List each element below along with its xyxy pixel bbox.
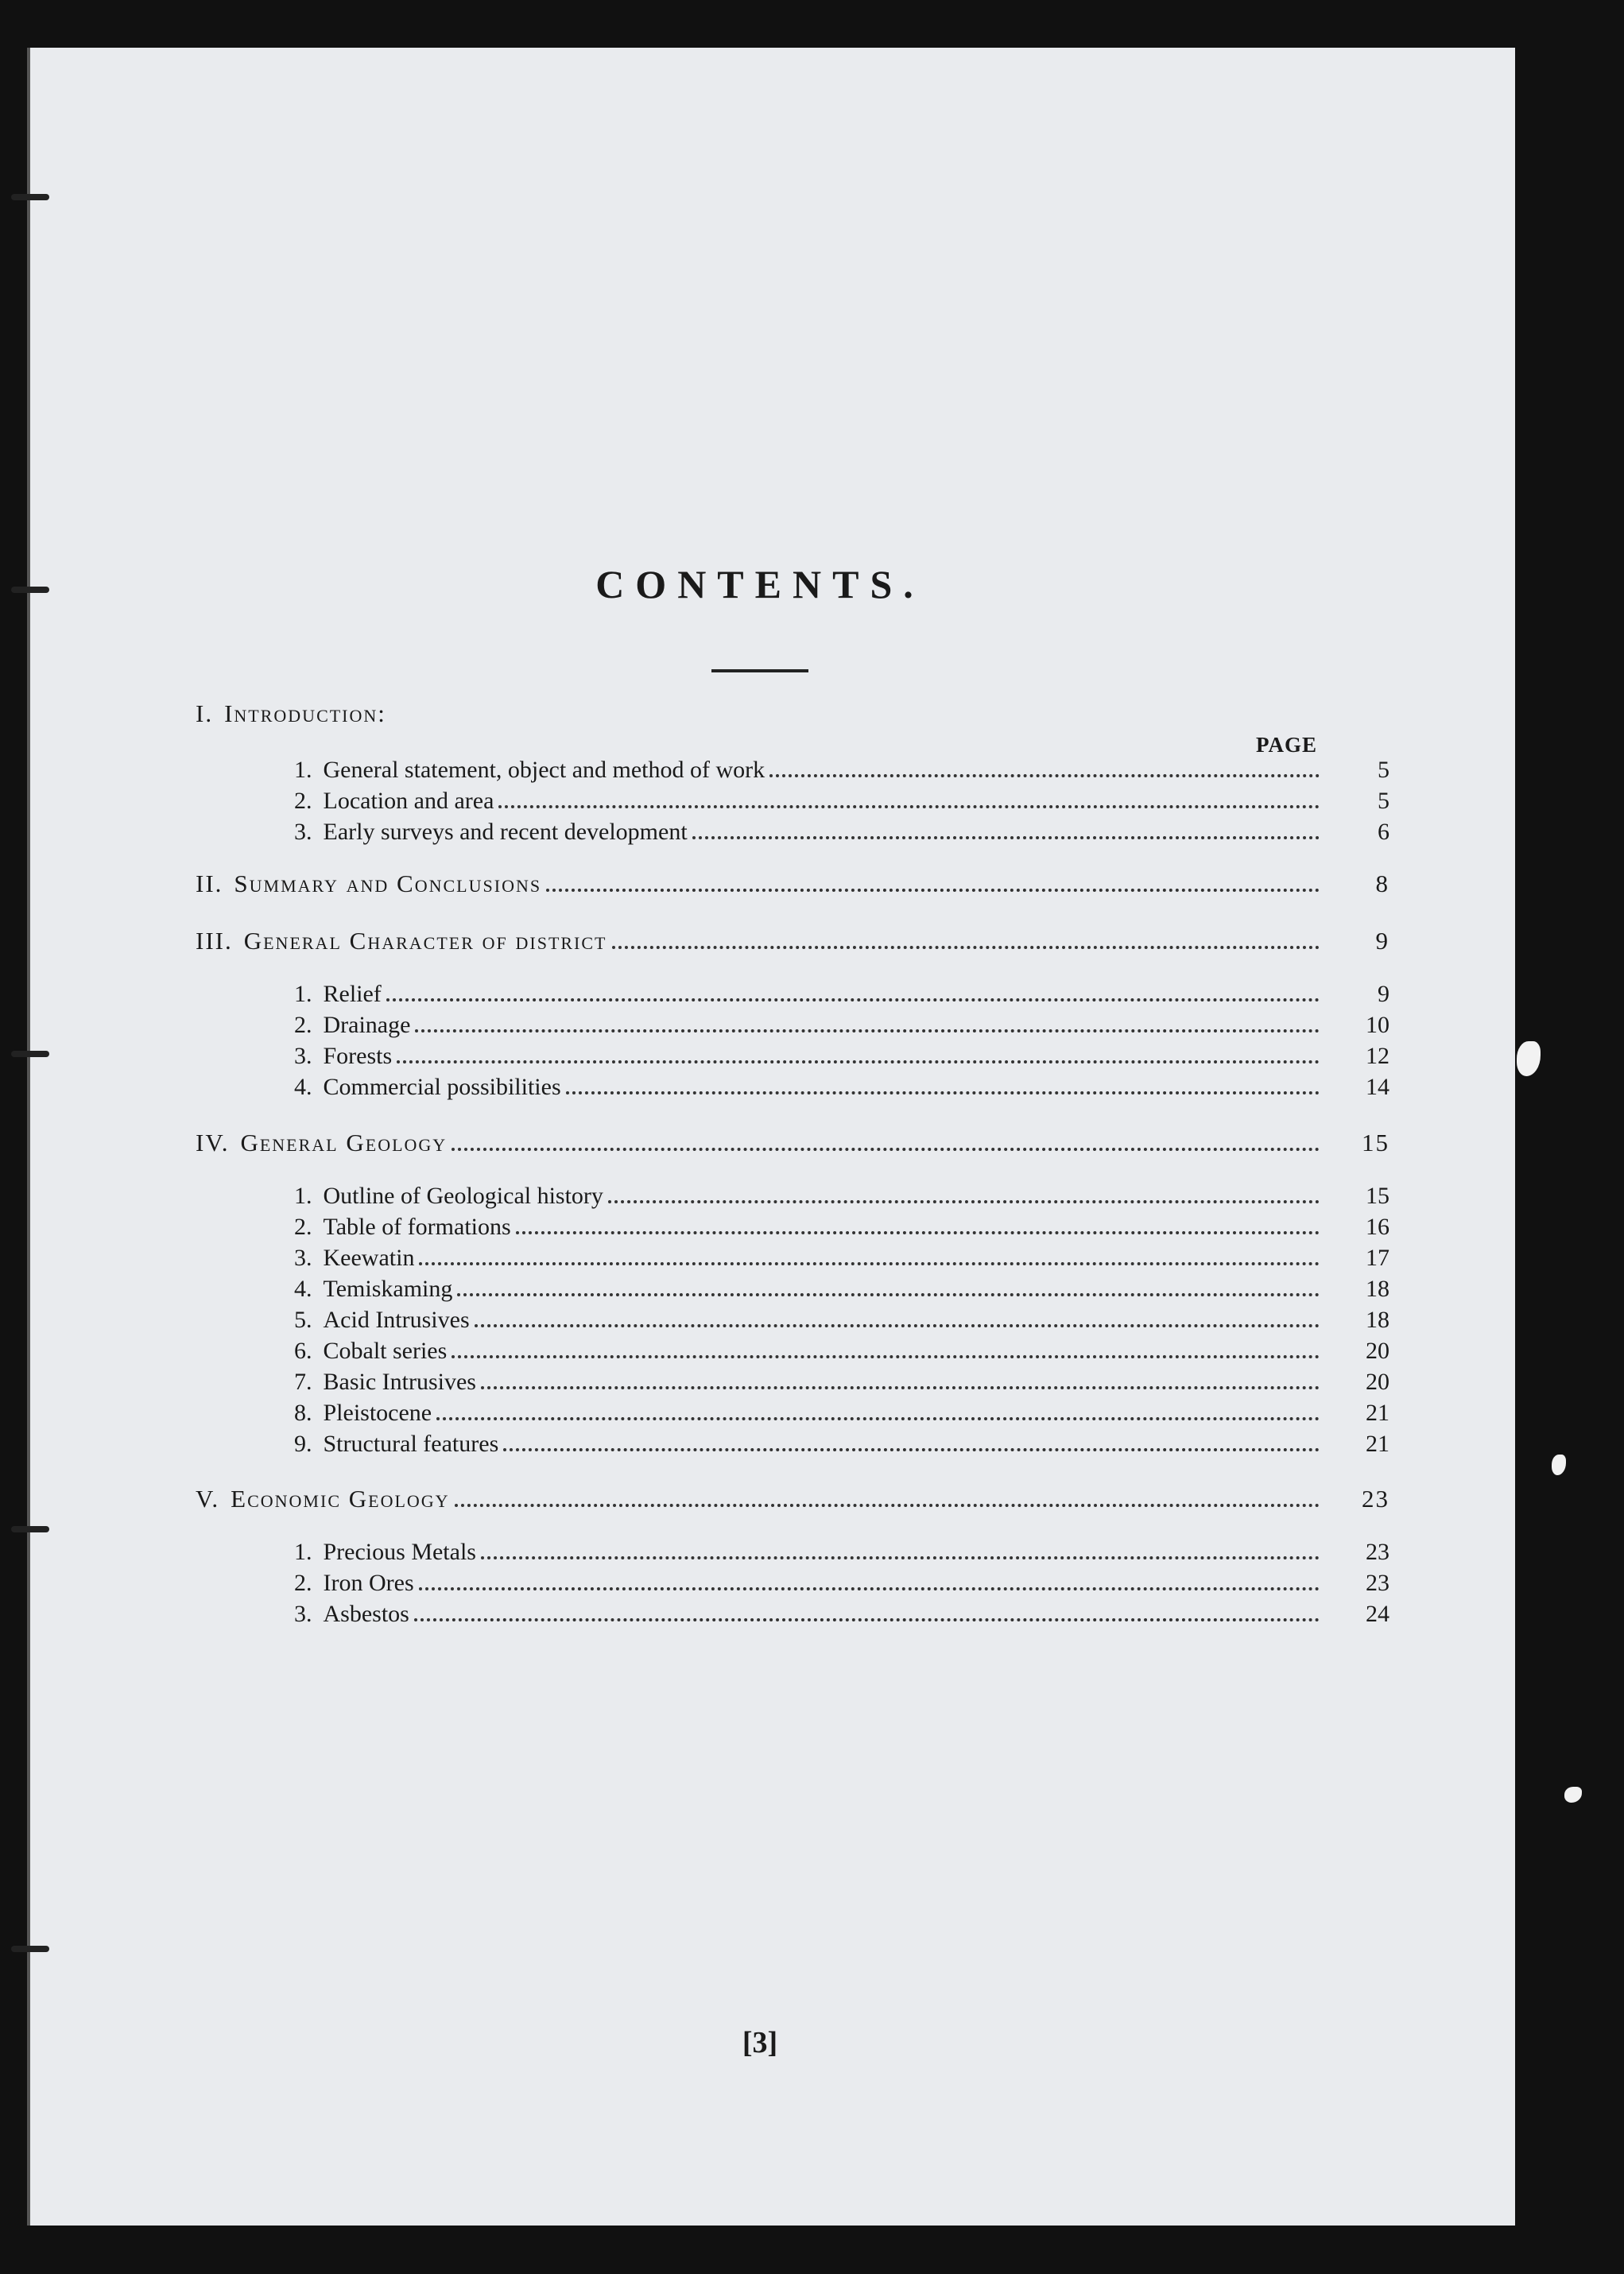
toc-entry-number: 4. — [294, 1074, 312, 1100]
toc-section — [196, 863, 1390, 898]
toc-entry — [294, 1392, 1390, 1427]
toc-entry-label: Cobalt series — [323, 1338, 448, 1364]
dot-leader — [419, 1587, 1320, 1590]
toc-entry-label: Asbestos — [323, 1601, 409, 1627]
toc-entry-label: Outline of Geological history — [323, 1183, 603, 1209]
dot-leader — [386, 998, 1320, 1001]
toc-section-number: II. — [196, 870, 223, 897]
binding-stitch — [11, 1526, 49, 1532]
toc-entry-label: Pleistocene — [323, 1400, 432, 1426]
dot-leader — [436, 1417, 1320, 1420]
toc-section-number: IV. — [196, 1129, 230, 1156]
toc-entry — [294, 1531, 1390, 1566]
toc-entry-label: Drainage — [323, 1012, 411, 1038]
toc-section-page: 8 — [1375, 870, 1390, 897]
toc-section — [196, 920, 1390, 955]
toc-entry — [294, 1593, 1390, 1628]
toc-entry — [294, 1299, 1390, 1334]
dot-leader — [498, 805, 1320, 808]
toc-entry-page: 20 — [1366, 1369, 1390, 1395]
toc-entry-label: Basic Intrusives — [323, 1369, 476, 1395]
toc-entry — [294, 1066, 1390, 1101]
toc-entry-number: 2. — [294, 1214, 312, 1240]
toc-entry — [294, 1361, 1390, 1396]
binding-stitch — [11, 194, 49, 200]
toc-section-page: 9 — [1375, 927, 1390, 955]
dot-leader — [612, 946, 1320, 949]
toc-section-page: 15 — [1362, 1129, 1390, 1156]
toc-entry-page: 23 — [1366, 1570, 1390, 1596]
dot-leader — [452, 1355, 1320, 1358]
toc-entry-page: 18 — [1366, 1276, 1390, 1302]
scan-speck — [1517, 1041, 1541, 1076]
toc-entry-number: 2. — [294, 1012, 312, 1038]
toc-entry — [294, 1175, 1390, 1210]
page-title: CONTENTS. — [595, 562, 924, 606]
toc-section-page: 23 — [1362, 1485, 1390, 1513]
toc-entry-label: Structural features — [323, 1431, 499, 1457]
toc-section-label: General Geology — [240, 1129, 448, 1156]
toc-entry-page: 21 — [1366, 1431, 1390, 1457]
dot-leader — [419, 1262, 1320, 1265]
scan-speck — [1552, 1455, 1566, 1475]
toc-entry-number: 1. — [294, 981, 312, 1007]
dot-leader — [414, 1618, 1320, 1621]
toc-entry-label: Early surveys and recent development — [323, 819, 688, 845]
toc-entry-label: Table of formations — [323, 1214, 511, 1240]
toc-entry-label: Temiskaming — [323, 1276, 453, 1302]
toc-section-number: I. — [196, 699, 214, 727]
dot-leader — [452, 1148, 1320, 1151]
toc-entry — [294, 811, 1390, 846]
toc-section-number: V. — [196, 1485, 220, 1513]
toc-entry — [294, 780, 1390, 815]
toc-entry — [294, 973, 1390, 1008]
toc-entry-label: Precious Metals — [323, 1539, 476, 1565]
binding-stitch — [11, 1051, 49, 1057]
toc-entry — [294, 1423, 1390, 1458]
toc-entry — [294, 1268, 1390, 1303]
toc-entry-number: 8. — [294, 1400, 312, 1426]
toc-section-label: General Character of district — [243, 927, 607, 955]
toc-entry-page: 16 — [1366, 1214, 1390, 1240]
toc-entry-number: 1. — [294, 757, 312, 783]
toc-section — [196, 1122, 1390, 1157]
toc-entry-page: 14 — [1366, 1074, 1390, 1100]
toc-entry-page: 10 — [1366, 1012, 1390, 1038]
binding-stitch — [11, 1946, 49, 1952]
dot-leader — [546, 889, 1320, 892]
toc-entry-label: General statement, object and method of work — [323, 757, 765, 783]
toc-entry-page: 15 — [1366, 1183, 1390, 1209]
toc-entry — [294, 1237, 1390, 1272]
dot-leader — [415, 1029, 1320, 1032]
toc-entry-number: 2. — [294, 788, 312, 814]
toc-section-label: Economic Geology — [231, 1485, 450, 1513]
toc-entry-label: Keewatin — [323, 1245, 415, 1271]
dot-leader — [481, 1556, 1320, 1559]
toc-entry-page: 23 — [1366, 1539, 1390, 1565]
toc-entry — [294, 1562, 1390, 1597]
dot-leader — [516, 1231, 1320, 1234]
toc-entry-number: 2. — [294, 1570, 312, 1596]
toc-entry-page: 5 — [1378, 788, 1390, 814]
toc-entry-number: 3. — [294, 1245, 312, 1271]
toc-entry-number: 3. — [294, 1601, 312, 1627]
toc-entry-label: Relief — [323, 981, 382, 1007]
toc-entry-page: 12 — [1366, 1043, 1390, 1069]
toc-entry-number: 1. — [294, 1539, 312, 1565]
dot-leader — [457, 1293, 1320, 1296]
toc-entry-page: 9 — [1378, 981, 1390, 1007]
scan-speck — [1564, 1787, 1582, 1803]
toc-section — [196, 1478, 1390, 1513]
toc-entry-page: 17 — [1366, 1245, 1390, 1271]
toc-entry-number: 4. — [294, 1276, 312, 1302]
dot-leader — [608, 1200, 1320, 1203]
toc-entry-page: 5 — [1378, 757, 1390, 783]
toc-entry-page: 20 — [1366, 1338, 1390, 1364]
toc-entry-label: Forests — [323, 1043, 393, 1069]
dot-leader — [769, 774, 1320, 777]
toc-entry-number: 3. — [294, 819, 312, 845]
dot-leader — [481, 1386, 1320, 1389]
toc-entry-number: 5. — [294, 1307, 312, 1333]
toc-section — [196, 693, 1324, 728]
page-column-header: PAGE — [1256, 733, 1317, 757]
toc-section-number: III. — [196, 927, 233, 955]
toc-entry-number: 3. — [294, 1043, 312, 1069]
title-rule — [711, 669, 808, 672]
toc-entry — [294, 1330, 1390, 1365]
toc-entry-label: Iron Ores — [323, 1570, 414, 1596]
toc-entry-label: Commercial possibilities — [323, 1074, 561, 1100]
dot-leader — [566, 1091, 1320, 1094]
toc-entry — [294, 1004, 1390, 1039]
dot-leader — [475, 1324, 1320, 1327]
toc-entry-number: 9. — [294, 1431, 312, 1457]
page-number: [3] — [742, 2026, 778, 2059]
toc-entry-page: 21 — [1366, 1400, 1390, 1426]
toc-entry-label: Acid Intrusives — [323, 1307, 470, 1333]
binding-edge — [27, 48, 30, 2226]
toc-entry — [294, 749, 1390, 784]
toc-entry-number: 7. — [294, 1369, 312, 1395]
dot-leader — [692, 836, 1320, 839]
dot-leader — [397, 1060, 1320, 1063]
toc-section-label: Introduction: — [224, 699, 386, 727]
toc-entry-page: 6 — [1378, 819, 1390, 845]
toc-entry-page: 24 — [1366, 1601, 1390, 1627]
toc-section-label: Summary and Conclusions — [234, 870, 542, 897]
toc-entry-number: 6. — [294, 1338, 312, 1364]
dot-leader — [503, 1448, 1320, 1451]
toc-entry-label: Location and area — [323, 788, 494, 814]
toc-entry-page: 18 — [1366, 1307, 1390, 1333]
dot-leader — [455, 1504, 1320, 1507]
toc-entry — [294, 1206, 1390, 1241]
toc-entry-number: 1. — [294, 1183, 312, 1209]
toc-entry — [294, 1035, 1390, 1070]
